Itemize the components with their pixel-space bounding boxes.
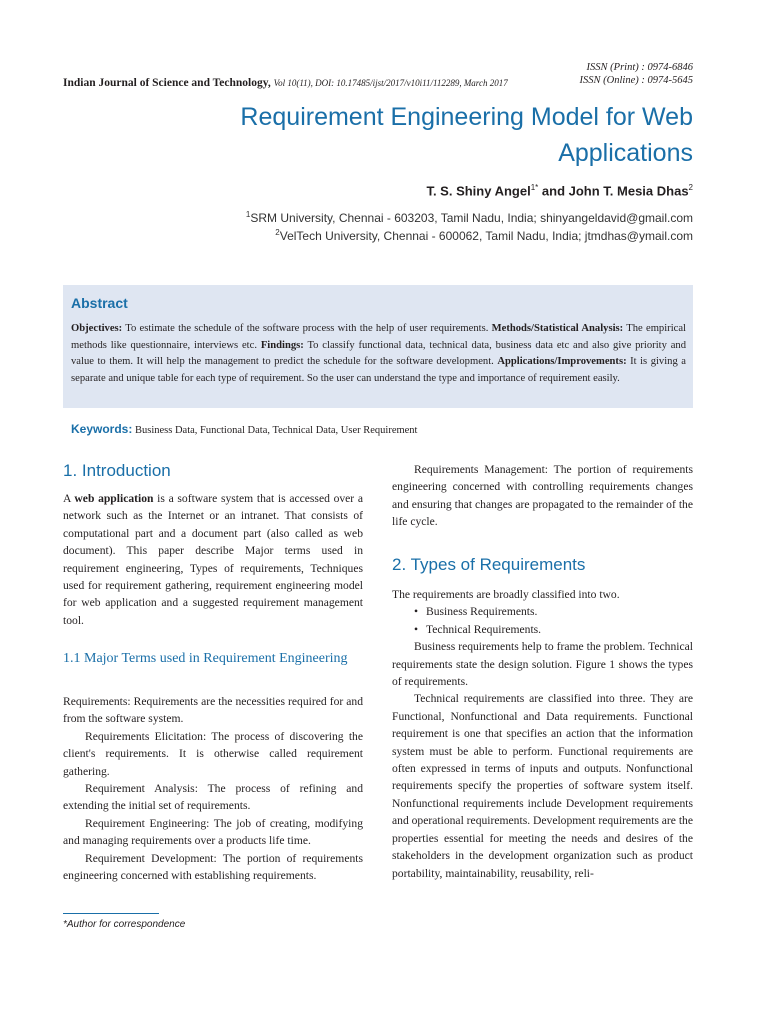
applications-text: It is giving a separate and unique table for each type of requirement. So the user can understand the type and importance of requirement easily. (71, 356, 686, 384)
term-paragraph: Requirement Development: The portion of requirements engineering concerned with establishing requirements. (63, 851, 363, 883)
abstract-heading: Abstract (71, 295, 128, 311)
term-paragraph: Requirements Elicitation: The process of discovering the client's requirements. It is otherwise called requirement gathering. (63, 729, 363, 778)
journal-name: Indian Journal of Science and Technology, (63, 77, 271, 89)
affiliation-1-sup: 1 (245, 210, 251, 219)
types-paragraph: Business requirements help to frame the problem. Technical requirements state the design solution. Figure 1 shows the types of requirements. (392, 640, 693, 689)
findings-text: To classify functional data, technical data, business data etc and also give priority and value to them. It will help the management to predict the schedule for the software development. (71, 339, 687, 367)
terms-column (63, 693, 363, 884)
term-paragraph: Requirement Engineering: The job of creating, modifying and managing requirements over a products life time. (63, 816, 363, 848)
citation: Vol 10(11), DOI: 10.17485/ijst/2017/v10i11/112289, March 2017 (273, 78, 508, 88)
paper-title: Requirement Engineering Model for Web Applications (240, 103, 693, 167)
objectives-text: To estimate the schedule of the software process with the help of user requirements. (122, 323, 492, 334)
issn-print: ISSN (Print) : 0974-6846 (586, 62, 693, 73)
author-1: T. S. Shiny Angel (426, 183, 531, 199)
intro-paragraph (63, 490, 363, 629)
term-paragraph: Requirements Management: The portion of requirements engineering concerned with controlling requirements changes and ensuring that changes are propagated to the remainder of the life cycle. (392, 463, 693, 529)
issn-block (580, 61, 693, 87)
findings-label: Findings: (260, 339, 304, 351)
affiliation-2-sup: 2 (275, 228, 280, 237)
methods-text: The empirical methods like questionnaire, interviews etc. (71, 323, 686, 351)
term-paragraph: Requirement Analysis: The process of refining and extending the initial set of requirements. (63, 782, 363, 813)
types-column (392, 586, 693, 882)
types-list (392, 603, 693, 638)
author-2: John T. Mesia Dhas (568, 183, 689, 199)
journal-line (63, 77, 508, 89)
affiliation-1-text: SRM University, Chennai - 603203, Tamil Nadu, India; shinyangeldavid@gmail.com (250, 211, 693, 225)
applications-label: Applications/Improvements: (497, 356, 627, 367)
affiliation-1 (246, 210, 693, 225)
methods-label: Methods/Statistical Analysis: (491, 323, 624, 334)
intro-post: is a software system that is accessed over a network such as the Internet or an intranet. That consists of computational part and a document part (also called as web document). This paper describe Major terms used in requirement engineering, Types of requirements, Techniques used for requirement gathering, requirement engineering model for web application and a suggested requirement management tool. (63, 492, 363, 627)
author-connector: and (538, 183, 569, 199)
subsection-heading: 1.1 Major Terms used in Requirement Engineering (63, 651, 348, 666)
authors (426, 183, 693, 198)
author-1-sup: 1* (530, 183, 539, 192)
types-intro: The requirements are broadly classified into two. (392, 588, 620, 601)
author-2-sup: 2 (688, 183, 693, 192)
term-paragraph: Requirements: Requirements are the necessities required for and from the software system. (63, 695, 363, 726)
section-1-heading: 1. Introduction (63, 461, 171, 480)
list-item: • Technical Requirements. (392, 621, 693, 638)
intro-pre: A (63, 492, 75, 505)
intro-bold-term: web application (74, 492, 154, 505)
footnote: *Author for correspondence (63, 919, 186, 930)
keywords-text: Business Data, Functional Data, Technical Data, User Requirement (132, 425, 418, 436)
footnote-divider (63, 913, 159, 914)
keywords (71, 422, 417, 436)
list-item: • Business Requirements. (392, 603, 693, 620)
keywords-label: Keywords: (71, 422, 133, 436)
objectives-label: Objectives: (71, 323, 123, 334)
requirements-management-paragraph (392, 461, 693, 531)
affiliation-2-text: VelTech University, Chennai - 600062, Tamil Nadu, India; jtmdhas@ymail.com (279, 229, 693, 243)
section-2-heading: 2. Types of Requirements (392, 555, 586, 574)
types-paragraph: Technical requirements are classified into three. They are Functional, Nonfunctional and Data requirements. Functional requirement is one that specifies an action that the information system must be able to perform. Functional requirements are often expressed in terms of inputs and outputs. Nonfunctional requirements specify the properties of software system itself. Nonfunctional requirements include Development requirements and operational requirements. Development requirements are the properties essential for meeting the needs and desires of the stakeholders in the development organization such as product portability, maintainability, reusability, reli- (392, 692, 693, 880)
affiliation-2 (275, 228, 693, 243)
issn-online: ISSN (Online) : 0974-5645 (579, 75, 693, 86)
abstract-body (71, 321, 686, 387)
